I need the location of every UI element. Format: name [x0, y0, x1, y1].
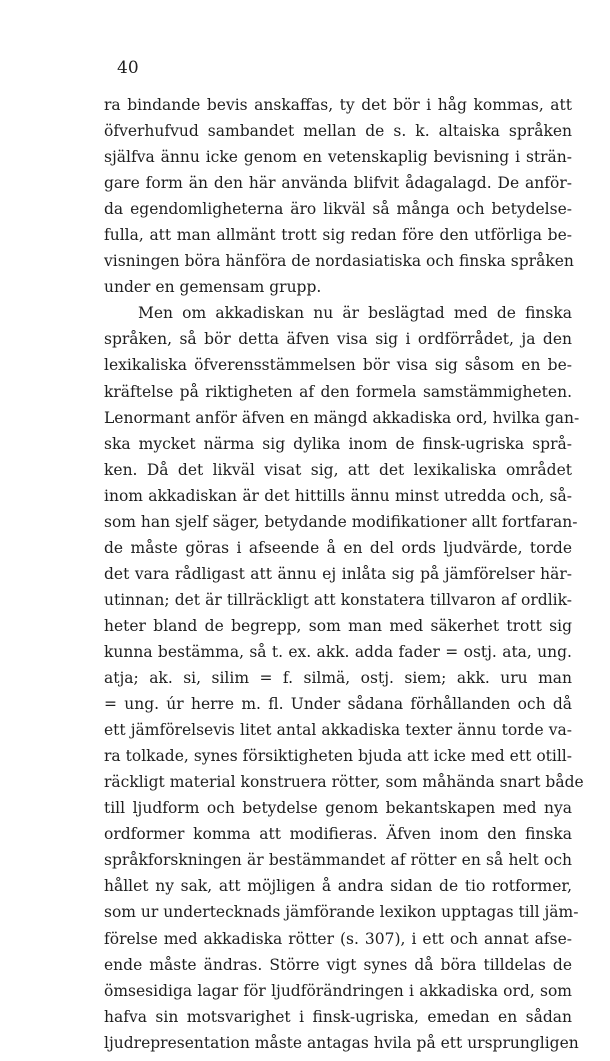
- text-line: ende måste ändras. Större vigt synes då böra tilldelas de: [104, 955, 572, 974]
- page-number: 40: [117, 58, 139, 78]
- text-line: lexikaliska öfverensstämmelsen bör visa sig såsom en be-: [104, 356, 572, 375]
- body-text: [104, 92, 584, 1056]
- text-line: ömsesidiga lagar för ljudförändringen i akkadiska ord, som: [104, 981, 572, 1000]
- text-line: språken, så bör detta äfven visa sig i ordförrådet, ja den: [104, 330, 572, 349]
- text-line: det vara rådligast att ännu ej inlåta sig på jämförelser här-: [104, 564, 572, 583]
- text-line: själfva ännu icke genom en vetenskaplig bevisning i strän-: [104, 148, 572, 167]
- text-line: ra bindande bevis anskaffas, ty det bör i håg kommas, att: [104, 96, 572, 114]
- text-line: kräftelse på riktigheten af den formela samstämmigheten.: [104, 382, 572, 401]
- text-line: Men om akkadiskan nu är beslägtad med de finska: [138, 304, 572, 323]
- text-line: hafva sin motsvarighet i finsk-ugriska, emedan en sådan: [104, 1007, 572, 1026]
- text-line: hållet ny sak, att möjligen å andra sidan de tio rotformer,: [104, 877, 572, 896]
- text-line: ett jämförelsevis litet antal akkadiska texter ännu torde va-: [104, 721, 572, 740]
- text-line: till ljudform och betydelse genom bekantskapen med nya: [104, 799, 572, 818]
- text-line: de måste göras i afseende å en del ords ljudvärde, torde: [104, 538, 572, 557]
- text-line: ordformer komma att modifieras. Äfven inom den finska: [104, 825, 572, 844]
- text-line: heter bland de begrepp, som man med säkerhet trott sig: [104, 616, 572, 635]
- text-line: ken. Då det likväl visat sig, att det lexikaliska området: [104, 460, 572, 479]
- text-line: ljudrepresentation måste antagas hvila på ett ursprungligen: [104, 1033, 579, 1052]
- text-line: kunna bestämma, så t. ex. akk. adda fader = ostj. ata, ung.: [104, 642, 572, 661]
- text-line: fulla, att man allmänt trott sig redan före den utförliga be-: [104, 226, 572, 245]
- text-line: da egendomligheterna äro likväl så många och betydelse-: [104, 200, 572, 219]
- text-line: utinnan; det är tillräckligt att konstatera tillvaron af ordlik-: [104, 590, 572, 609]
- text-line: som han sjelf säger, betydande modifikationer allt fortfaran-: [104, 512, 578, 531]
- text-line: ska mycket närma sig dylika inom de finsk-ugriska språ-: [104, 434, 572, 453]
- text-line: förelse med akkadiska rötter (s. 307), i ett och annat afse-: [104, 929, 572, 948]
- text-line: atja; ak. si, silim = f. silmä, ostj. siem; akk. uru man: [104, 669, 572, 688]
- text-line: språkforskningen är bestämmandet af rötter en så helt och: [104, 851, 572, 870]
- text-line: ra tolkade, synes försiktigheten bjuda att icke med ett otill-: [104, 747, 572, 766]
- text-line: = ung. úr herre m. fl. Under sådana förhållanden och då: [104, 695, 572, 714]
- text-line: räckligt material konstruera rötter, som måhända snart både: [104, 773, 584, 792]
- text-line: öfverhufvud sambandet mellan de s. k. altaiska språken: [104, 122, 572, 141]
- text-line: Lenormant anför äfven en mängd akkadiska ord, hvilka gan-: [104, 408, 580, 427]
- text-line: under en gemensam grupp.: [104, 278, 322, 297]
- text-line: gare form än den här använda blifvit ådagalagd. De anför-: [104, 174, 572, 193]
- text-line: visningen böra hänföra de nordasiatiska och finska språken: [104, 252, 574, 271]
- text-line: som ur undertecknads jämförande lexikon upptagas till jäm-: [104, 903, 579, 922]
- text-line: inom akkadiskan är det hittills ännu minst utredda och, så-: [104, 486, 572, 505]
